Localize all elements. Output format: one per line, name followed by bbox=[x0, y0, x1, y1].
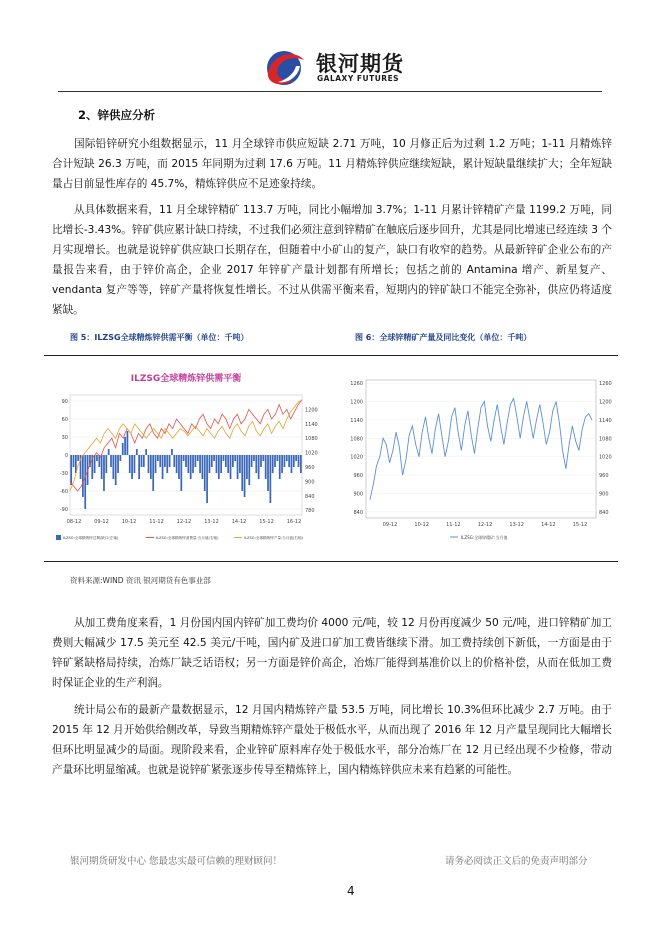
paragraph-1-text: 国际铅锌研究小组数据显示，11 月全球锌市供应短缺 2.71 万吨，10 月修正后为过剩 1.2 万吨；1-11 月精炼锌合计短缺 26.3 万吨，而 2015 年同期为过剩 17.6 万吨。11 月精炼锌供应继续短缺，累计短缺量继续扩大；全年短缺量占目前显性库存的 45.7%，精炼锌供应不足迹象持续。 bbox=[52, 138, 612, 190]
balance-bar bbox=[216, 455, 218, 473]
right-tick-label: 960 bbox=[305, 465, 315, 471]
left-tick-label: 1140 bbox=[350, 417, 363, 424]
balance-bar bbox=[272, 455, 274, 473]
balance-bar bbox=[166, 455, 168, 473]
balance-bar bbox=[258, 455, 260, 479]
left-tick-label: 0 bbox=[64, 453, 68, 459]
legend-label: ILZSG:全球精炼锌过剩/缺口(左轴) bbox=[63, 536, 119, 540]
balance-bar bbox=[293, 455, 295, 467]
footer-disclaimer-text: 请务必阅读正文后的免责声明部分 bbox=[445, 856, 588, 867]
balance-bar bbox=[131, 455, 133, 479]
paragraph-3 bbox=[52, 613, 612, 693]
balance-bar bbox=[251, 455, 253, 467]
legend-swatch bbox=[56, 535, 61, 540]
balance-bar bbox=[277, 455, 279, 461]
balance-bar bbox=[291, 455, 293, 473]
balance-bar bbox=[122, 443, 124, 455]
balance-bar bbox=[183, 455, 185, 461]
chart-zinc-supply-demand-balance bbox=[54, 367, 326, 549]
left-tick-label: 900 bbox=[353, 491, 363, 498]
balance-bar bbox=[127, 431, 129, 455]
balance-bar bbox=[295, 455, 297, 461]
right-tick-label: 840 bbox=[599, 509, 609, 516]
balance-bar bbox=[108, 449, 110, 455]
balance-bar bbox=[176, 455, 178, 473]
right-tick-label: 900 bbox=[305, 479, 315, 486]
footer-left-text: 银河期货研发中心 您最忠实最可信赖的理财顾问！ bbox=[70, 856, 283, 867]
right-tick-label: 900 bbox=[599, 491, 609, 498]
balance-bar bbox=[155, 455, 157, 473]
paragraph-4 bbox=[52, 700, 612, 780]
x-tick-label: 12-12 bbox=[176, 519, 192, 525]
balance-bar bbox=[101, 455, 103, 479]
balance-bar bbox=[237, 455, 239, 479]
logo-chinese-name: 银河期货 bbox=[316, 52, 404, 76]
balance-bar bbox=[145, 449, 147, 455]
balance-bar bbox=[143, 455, 145, 467]
balance-bar bbox=[105, 455, 107, 473]
balance-bar bbox=[213, 455, 215, 461]
figure-source: 资料来源:WIND 资讯 银河期货有色事业部 bbox=[70, 576, 211, 585]
x-tick-label: 08-12 bbox=[66, 519, 82, 525]
balance-bar bbox=[148, 455, 150, 473]
balance-bar bbox=[195, 455, 197, 467]
paragraph-1 bbox=[52, 134, 612, 194]
balance-bar bbox=[110, 455, 112, 467]
right-tick-label: 960 bbox=[599, 473, 609, 480]
balance-bar bbox=[223, 455, 225, 461]
x-tick-label: 15-12 bbox=[259, 519, 274, 525]
balance-bar bbox=[134, 455, 136, 473]
balance-bar bbox=[244, 455, 246, 497]
section-heading: 2、锌供应分析 bbox=[78, 108, 156, 122]
balance-bar bbox=[178, 455, 180, 479]
left-tick-label: -30 bbox=[59, 471, 68, 477]
balance-bar bbox=[152, 455, 154, 491]
balance-bar bbox=[274, 455, 276, 467]
balance-bar bbox=[204, 455, 206, 491]
logo-english-name: GALAXY FUTURES bbox=[317, 74, 400, 83]
right-tick-label: 840 bbox=[305, 493, 315, 500]
balance-bar bbox=[124, 437, 126, 455]
figure-5-title: 图 5：ILZSG全球精炼锌供需平衡（单位：千吨） bbox=[70, 333, 249, 342]
x-tick-label: 10-12 bbox=[121, 519, 137, 525]
left-tick-label: 1020 bbox=[350, 454, 363, 461]
x-tick-label: 16-12 bbox=[286, 519, 302, 525]
balance-bar bbox=[281, 455, 283, 473]
balance-bar bbox=[180, 455, 182, 491]
left-tick-label: 30 bbox=[61, 435, 68, 441]
balance-bar bbox=[241, 455, 243, 491]
balance-bar bbox=[232, 455, 234, 467]
x-tick-label: 15-12 bbox=[572, 522, 588, 528]
paragraph-2-text: 从具体数据来看，11 月全球锌精矿 113.7 万吨，同比小幅增加 3.7%；1-11 月累计锌精矿产量 1199.2 万吨，同比增长-3.43%。锌矿供应累计缺口持续，不过我们必须注意到锌精矿在触底后逐步回升，尤其是同比增速已经连续 3 个月实现增长。也就是说锌矿供应缺口长期存在，但随着中小矿山的复产，缺口有收窄的趋势。从最新锌矿企业公布的产量报告来看，由于锌价高企，企业 2017 年锌矿产量计划都有所增长；包括之前的 Antamina 增产、新星复产、vendanta 复产等等，锌矿产量将恢复性增长。不过从供需平衡来看，短期内的锌矿缺口不能完全弥补，供应仍将适度紧缺。 bbox=[52, 204, 612, 316]
balance-bar bbox=[164, 455, 166, 467]
balance-bar bbox=[230, 455, 232, 479]
balance-bar bbox=[112, 455, 114, 479]
plot-area bbox=[366, 380, 596, 518]
x-tick-label: 13-12 bbox=[204, 519, 219, 525]
page-number: 4 bbox=[347, 884, 355, 898]
balance-bar bbox=[117, 455, 119, 473]
balance-bar bbox=[220, 455, 222, 473]
balance-bar bbox=[267, 455, 269, 491]
left-tick-label: 90 bbox=[61, 399, 68, 405]
x-tick-label: 14-12 bbox=[541, 522, 556, 528]
figure-6-title: 图 6：全球锌精矿产量及同比变化（单位：千吨） bbox=[355, 333, 532, 342]
right-tick-label: 780 bbox=[305, 508, 315, 515]
right-tick-label: 1200 bbox=[305, 407, 318, 414]
x-tick-label: 11-12 bbox=[149, 519, 164, 525]
paragraph-4-text: 统计局公布的最新产量数据显示，12 月国内精炼锌产量 53.5 万吨，同比增长 10.3%但环比减少 2.7 万吨。由于 2015 年 12 月开始供给侧改革，导致当期精炼锌产量处于极低水平，从而出现了 2016 年 12 月产量呈现同比大幅增长但环比明显减少的局面。现阶段来看，企业锌矿原料库存处于极低水平，部分冶炼厂在 12 月已经出现不少检修，带动产量环比明显缩减。也就是说锌矿紧张逐步传导至精炼锌上，国内精炼锌供应未来有趋紧的可能性。 bbox=[52, 704, 612, 776]
balance-bar bbox=[246, 455, 248, 479]
header-divider bbox=[58, 91, 602, 92]
x-tick-label: 12-12 bbox=[477, 522, 493, 528]
left-tick-label: 1200 bbox=[350, 399, 363, 406]
balance-bar bbox=[115, 455, 117, 485]
legend-label: ILZSG:全球精炼锌消费量:当月值(右轴) bbox=[156, 536, 219, 540]
galaxy-swirl-icon bbox=[262, 46, 310, 90]
balance-bar bbox=[73, 455, 75, 467]
balance-bar bbox=[173, 455, 175, 467]
right-tick-label: 1080 bbox=[305, 436, 318, 443]
balance-bar bbox=[260, 455, 262, 467]
balance-bar bbox=[84, 455, 86, 509]
balance-bar bbox=[192, 455, 194, 473]
balance-bar bbox=[129, 455, 131, 473]
left-tick-label: 960 bbox=[353, 473, 363, 480]
x-tick-label: 09-12 bbox=[94, 519, 109, 525]
balance-bar bbox=[209, 455, 211, 473]
balance-bar bbox=[284, 455, 286, 467]
balance-bar bbox=[77, 455, 79, 461]
right-tick-label: 1200 bbox=[599, 399, 612, 406]
balance-bar bbox=[298, 455, 300, 467]
balance-bar bbox=[248, 455, 250, 485]
left-tick-label: -90 bbox=[59, 507, 68, 513]
balance-bar bbox=[185, 455, 187, 467]
right-tick-label: 1020 bbox=[599, 454, 612, 461]
left-tick-label: 1260 bbox=[350, 381, 363, 388]
right-tick-label: 1020 bbox=[305, 450, 318, 457]
left-tick-label: 840 bbox=[353, 509, 363, 516]
galaxy-futures-logo bbox=[262, 46, 462, 92]
balance-bar bbox=[199, 455, 201, 473]
x-tick-label: 10-12 bbox=[414, 522, 429, 528]
balance-bar bbox=[96, 455, 98, 461]
balance-bar bbox=[202, 455, 204, 479]
balance-bar bbox=[225, 455, 227, 467]
chart-title: ILZSG全球精炼锌供需平衡 bbox=[130, 374, 242, 384]
balance-bar bbox=[141, 455, 143, 467]
balance-bar bbox=[269, 455, 271, 503]
balance-bar bbox=[197, 455, 199, 461]
balance-bar bbox=[171, 449, 173, 455]
balance-bar bbox=[227, 455, 229, 473]
balance-bar bbox=[206, 455, 208, 503]
right-tick-label: 1260 bbox=[599, 381, 612, 388]
balance-bar bbox=[157, 455, 159, 461]
left-tick-label: 60 bbox=[61, 417, 68, 423]
x-tick-label: 14-12 bbox=[231, 519, 247, 525]
balance-bar bbox=[138, 455, 140, 479]
balance-bar bbox=[82, 455, 84, 497]
balance-bar bbox=[190, 455, 192, 479]
balance-bar bbox=[120, 455, 122, 461]
right-tick-label: 1140 bbox=[599, 417, 612, 424]
balance-bar bbox=[94, 455, 96, 473]
right-tick-label: 1080 bbox=[599, 436, 612, 443]
legend-label: ILZSG:全球精炼锌产量:当月值(右轴) bbox=[244, 536, 303, 540]
chart-zinc-concentrate-output bbox=[340, 374, 618, 549]
paragraph-2 bbox=[52, 200, 612, 320]
balance-bar bbox=[70, 455, 72, 485]
balance-bar bbox=[253, 455, 255, 461]
balance-bar bbox=[218, 455, 220, 479]
balance-bar bbox=[300, 455, 302, 473]
balance-bar bbox=[265, 455, 267, 479]
x-tick-label: 09-12 bbox=[382, 522, 398, 528]
balance-bar bbox=[239, 455, 241, 473]
x-tick-label: 13-12 bbox=[509, 522, 524, 528]
balance-bar bbox=[234, 455, 236, 461]
legend-label: ILZSG:全球锌精矿:当月值 bbox=[461, 535, 508, 540]
balance-bar bbox=[286, 455, 288, 461]
balance-bar bbox=[103, 455, 105, 491]
balance-bar bbox=[262, 455, 264, 461]
balance-bar bbox=[255, 455, 257, 473]
balance-bar bbox=[211, 455, 213, 467]
balance-bar bbox=[150, 455, 152, 479]
balance-bar bbox=[169, 455, 171, 467]
balance-bar bbox=[162, 455, 164, 479]
balance-bar bbox=[159, 455, 161, 467]
left-tick-label: -60 bbox=[59, 489, 68, 495]
balance-bar bbox=[136, 449, 138, 455]
balance-bar bbox=[288, 455, 290, 467]
x-tick-label: 11-12 bbox=[446, 522, 461, 528]
right-tick-label: 1140 bbox=[305, 421, 318, 428]
balance-bar bbox=[279, 455, 281, 479]
balance-bar bbox=[187, 455, 189, 473]
paragraph-3-text: 从加工费角度来看，1 月份国内国内锌矿加工费均价 4000 元/吨，较 12 月份再度减少 50 元/吨，进口锌精矿加工费则大幅减少 17.5 美元至 42.5 美元/干吨，国内矿及进口矿加工费皆继续下滑。加工费持续创下新低，一方面是由于锌矿紧缺格局持续，冶炼厂缺乏话语权；另一方面是锌价高企，冶炼厂能得到基准价以上的价格补偿，从而在低加工费时保证企业的生产利润。 bbox=[52, 617, 612, 689]
left-tick-label: 1080 bbox=[350, 436, 363, 443]
